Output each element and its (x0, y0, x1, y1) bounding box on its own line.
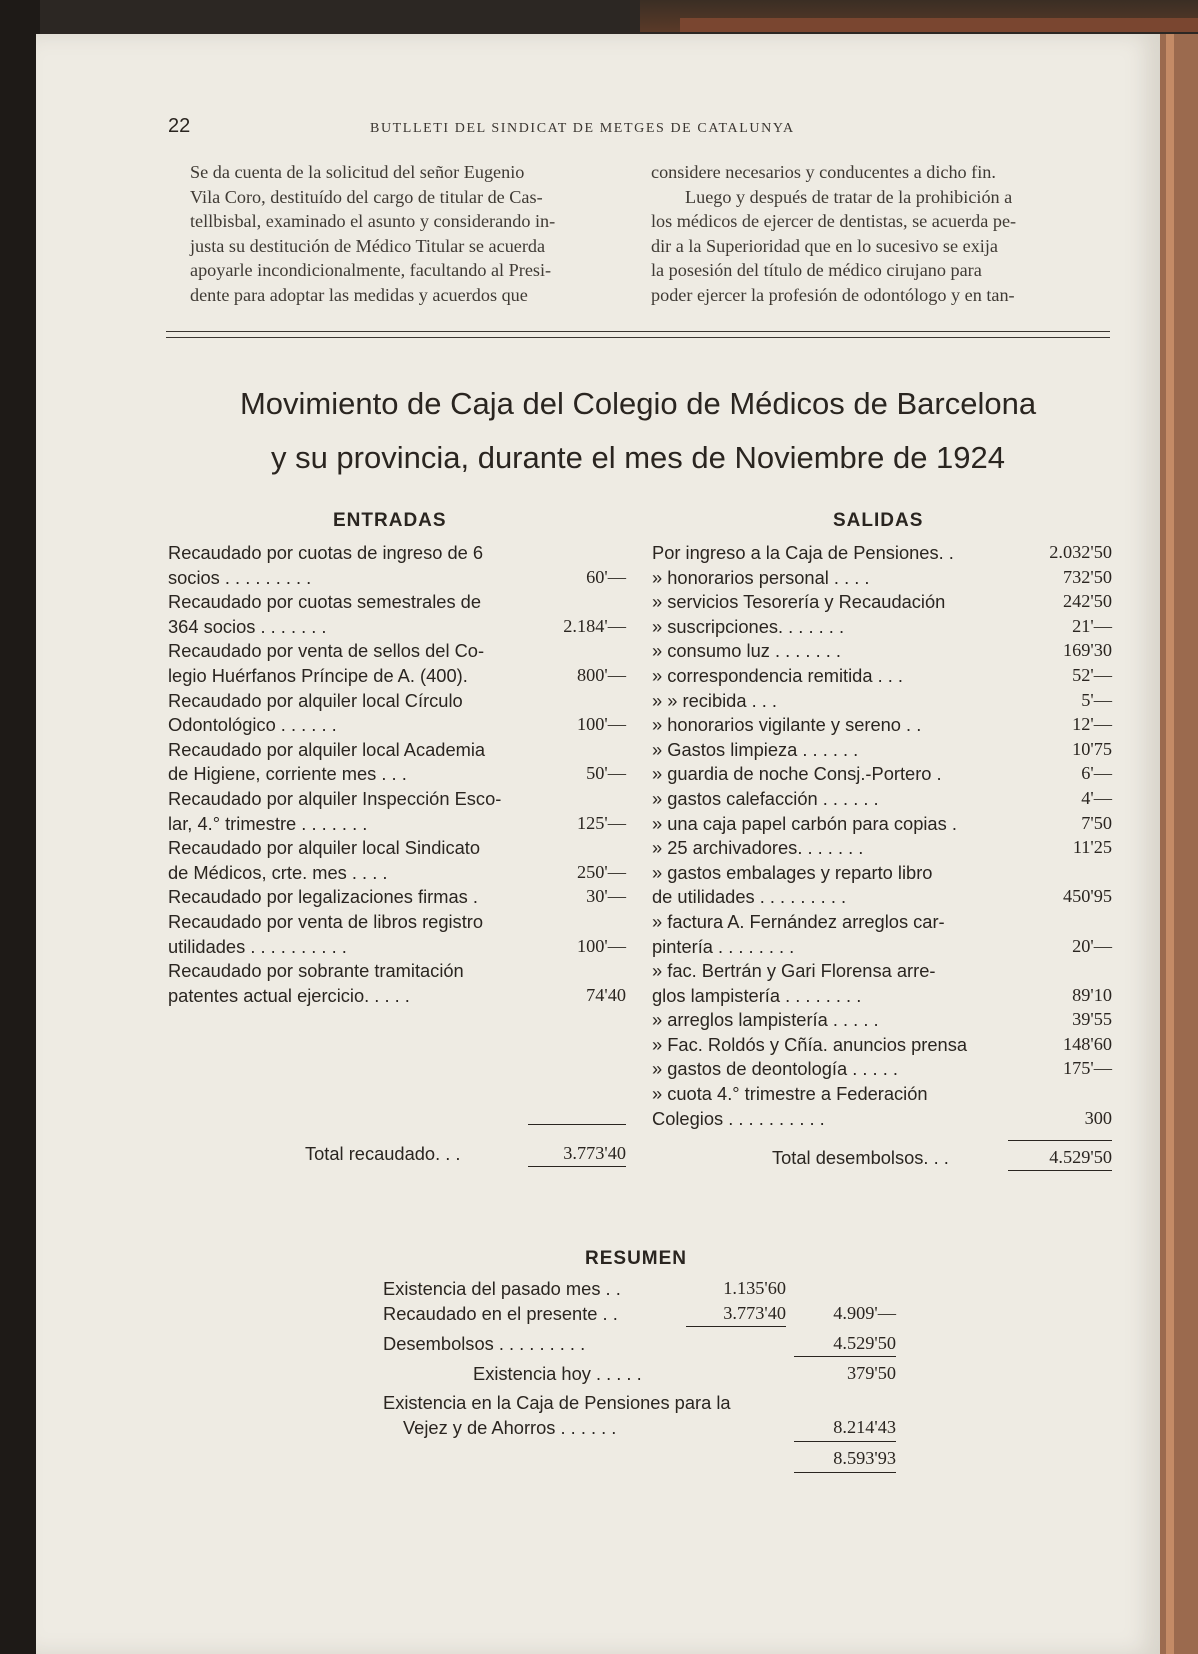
resumen-recaudado-amount: 3.773'40 (723, 1303, 786, 1323)
salidas-row (652, 1083, 1112, 1108)
salidas-row-label: » 25 archivadores. . . . . . . (652, 837, 864, 859)
entradas-row (168, 542, 626, 567)
text-line: dir a la Superioridad que en lo sucesivo se exija (651, 235, 998, 256)
entradas-row-label: lar, 4.° trimestre . . . . . . . (168, 812, 368, 834)
entradas-row-label: Recaudado por legalizaciones firmas . (168, 886, 478, 908)
salidas-row-amount: 242'50 (1063, 591, 1112, 612)
entradas-row (168, 640, 626, 665)
text-line: apoyarle incondicionalmente, facultando al Presi- (190, 260, 552, 281)
entradas-row-label: Recaudado por sobrante tramitación (168, 960, 464, 982)
entradas-row-label: de Higiene, corriente mes . . . (168, 763, 407, 785)
resumen-desembolsos-label: Desembolsos . . . . . . . . . (383, 1333, 586, 1354)
salidas-row (652, 1058, 1112, 1083)
text-line: justa su destitución de Médico Titular se acuerda (190, 235, 546, 256)
resumen-grand-total: 8.593'93 (833, 1448, 896, 1468)
salidas-row-amount: 148'60 (1063, 1033, 1112, 1054)
entradas-row (168, 985, 626, 1010)
salidas-row (652, 739, 1112, 764)
salidas-row-amount: 20'— (1072, 935, 1112, 956)
salidas-row-label: » gastos de deontología . . . . . (652, 1058, 898, 1080)
salidas-row (652, 1108, 1112, 1133)
resumen-suma-amount: 4.909'— (833, 1303, 896, 1323)
entradas-total-label: Total recaudado. . . (305, 1143, 461, 1164)
salidas-row-label: » Gastos limpieza . . . . . . (652, 738, 859, 760)
report-title-line-2: y su provincia, durante el mes de Noviembre de 1924 (270, 440, 1006, 475)
salidas-row (652, 591, 1112, 616)
entradas-row-label: Recaudado por venta de sellos del Co- (168, 640, 485, 662)
salidas-row-label: » » recibida . . . (652, 689, 777, 711)
section-rule-top (166, 331, 1110, 332)
salidas-row-label: Colegios . . . . . . . . . . (652, 1107, 825, 1129)
salidas-row-label: » suscripciones. . . . . . . (652, 615, 845, 637)
entradas-row-amount: 125'— (577, 812, 626, 833)
entradas-total-amount: 3.773'40 (563, 1143, 626, 1163)
entradas-row-amount: 100'— (577, 935, 626, 956)
entradas-row-amount: 800'— (577, 664, 626, 685)
resumen-subtotal-line (686, 1326, 786, 1327)
entradas-row (168, 591, 626, 616)
entradas-row-label: 364 socios . . . . . . . (168, 615, 327, 637)
salidas-row-label: » consumo luz . . . . . . . (652, 640, 841, 662)
entradas-row-amount: 50'— (586, 763, 626, 784)
salidas-row-amount: 169'30 (1063, 640, 1112, 661)
salidas-row-amount: 5'— (1081, 689, 1112, 710)
salidas-row (652, 690, 1112, 715)
salidas-row (652, 1009, 1112, 1034)
salidas-sum-line (1008, 1140, 1112, 1141)
entradas-row-label: Recaudado por alquiler local Sindicato (168, 837, 480, 859)
entradas-row (168, 763, 626, 788)
salidas-row-amount: 11'25 (1072, 837, 1112, 858)
entradas-row (168, 788, 626, 813)
entradas-row-label: legio Huérfanos Príncipe de A. (400). (168, 664, 468, 686)
entradas-row-amount: 100'— (577, 714, 626, 735)
entradas-row-label: Recaudado por alquiler local Academia (168, 738, 486, 760)
resumen-caja-label-line-1: Existencia en la Caja de Pensiones para la (383, 1392, 731, 1413)
entradas-row-amount: 30'— (586, 886, 626, 907)
salidas-row-amount: 175'— (1063, 1058, 1112, 1079)
salidas-total-label: Total desembolsos. . . (772, 1147, 949, 1168)
resumen-heading: RESUMEN (585, 1248, 688, 1269)
intro-paragraph-right (651, 160, 1111, 308)
salidas-row-label: » correspondencia remitida . . . (652, 664, 903, 686)
resumen-grand-total-underline (794, 1472, 896, 1473)
entradas-row-label: Recaudado por alquiler local Círculo (168, 689, 463, 711)
salidas-total-amount: 4.529'50 (1049, 1147, 1112, 1167)
salidas-row (652, 911, 1112, 936)
text-line: Luego y después de tratar de la prohibición a (685, 186, 1013, 207)
entradas-sum-line (528, 1124, 626, 1125)
entradas-row (168, 837, 626, 862)
entradas-row-label: utilidades . . . . . . . . . . (168, 935, 347, 957)
entradas-row (168, 911, 626, 936)
salidas-row-label: » servicios Tesorería y Recaudación (652, 591, 946, 613)
book-spine (0, 0, 40, 1654)
entradas-row (168, 616, 626, 641)
entradas-row-label: socios . . . . . . . . . (168, 566, 312, 588)
entradas-row (168, 813, 626, 838)
salidas-row (652, 763, 1112, 788)
entradas-row-label: Odontológico . . . . . . (168, 714, 337, 736)
section-rule-bottom (166, 337, 1110, 338)
entradas-row-label: Recaudado por cuotas de ingreso de 6 (168, 542, 484, 563)
text-line: Se da cuenta de la solicitud del señor Eugenio (190, 162, 525, 182)
salidas-list (652, 542, 1112, 1132)
entradas-row (168, 960, 626, 985)
entradas-heading: ENTRADAS (333, 510, 447, 531)
entradas-row (168, 665, 626, 690)
salidas-row-label: Por ingreso a la Caja de Pensiones. . (652, 542, 954, 563)
salidas-row-amount: 52'— (1072, 664, 1112, 685)
resumen-desembolsos-amount: 4.529'50 (833, 1333, 896, 1353)
salidas-row-amount: 6'— (1081, 763, 1112, 784)
salidas-row-label: de utilidades . . . . . . . . . (652, 886, 847, 908)
salidas-row-label: » arreglos lampistería . . . . . (652, 1009, 879, 1031)
entradas-total-underline (528, 1166, 626, 1167)
entradas-row-label: Recaudado por venta de libros registro (168, 910, 484, 932)
salidas-total-underline (1008, 1170, 1112, 1171)
text-line: la posesión del título de médico cirujano para (651, 260, 982, 281)
salidas-row-label: » honorarios personal . . . . (652, 566, 870, 588)
salidas-heading: SALIDAS (833, 510, 924, 531)
report-title-line-1: Movimiento de Caja del Colegio de Médicos de Barcelona (239, 386, 1037, 421)
salidas-row-label: » gastos embalages y reparto libro (652, 861, 933, 883)
resumen-existencia-pasado-amount: 1.135'60 (723, 1278, 786, 1298)
salidas-row-amount: 10'75 (1072, 738, 1112, 759)
salidas-row (652, 837, 1112, 862)
salidas-row-label: » fac. Bertrán y Gari Florensa arre- (652, 960, 936, 982)
entradas-row (168, 690, 626, 715)
salidas-row (652, 936, 1112, 961)
resumen-grand-total-line (794, 1441, 896, 1442)
entradas-row (168, 714, 626, 739)
salidas-row-label: » Fac. Roldós y Cñía. anuncios prensa (652, 1033, 968, 1055)
salidas-row (652, 665, 1112, 690)
salidas-row (652, 960, 1112, 985)
salidas-row-amount: 450'95 (1063, 886, 1112, 907)
salidas-row (652, 985, 1112, 1010)
entradas-row-amount: 2.184'— (563, 615, 626, 636)
book-cover-edge-highlight (1166, 34, 1174, 1654)
salidas-row (652, 1034, 1112, 1059)
resumen-existencia-hoy-label: Existencia hoy . . . . . (473, 1363, 642, 1384)
salidas-row-amount: 2.032'50 (1049, 542, 1112, 562)
resumen-difference-line (794, 1356, 896, 1357)
entradas-row-amount: 60'— (586, 566, 626, 587)
text-line: dente para adoptar las medidas y acuerdos que (190, 284, 528, 305)
salidas-row (652, 862, 1112, 887)
resumen-recaudado-label: Recaudado en el presente . . (383, 1303, 618, 1324)
salidas-row (652, 616, 1112, 641)
salidas-row-amount: 39'55 (1072, 1009, 1112, 1030)
salidas-row-label: » guardia de noche Consj.-Portero . (652, 763, 942, 785)
salidas-row (652, 542, 1112, 567)
book-cover-binding (680, 18, 1198, 32)
entradas-row-label: Recaudado por cuotas semestrales de (168, 591, 481, 613)
salidas-row-amount: 89'10 (1072, 984, 1112, 1005)
resumen-existencia-hoy-amount: 379'50 (847, 1363, 896, 1383)
entradas-row-amount: 74'40 (586, 984, 626, 1005)
entradas-row-label: patentes actual ejercicio. . . . . (168, 984, 410, 1006)
salidas-row (652, 813, 1112, 838)
salidas-row-label: » cuota 4.° trimestre a Federación (652, 1083, 928, 1105)
salidas-row-amount: 732'50 (1063, 566, 1112, 587)
salidas-row (652, 788, 1112, 813)
salidas-row-amount: 7'50 (1081, 812, 1112, 833)
running-header: BUTLLETI DEL SINDICAT DE METGES DE CATALUNYA (370, 121, 795, 136)
resumen-caja-amount: 8.214'43 (833, 1417, 896, 1437)
salidas-row (652, 567, 1112, 592)
salidas-row-label: pintería . . . . . . . . (652, 935, 795, 957)
salidas-row-amount: 12'— (1072, 714, 1112, 735)
page-number: 22 (168, 115, 191, 137)
entradas-row (168, 862, 626, 887)
salidas-row-amount: 21'— (1072, 615, 1112, 636)
entradas-row-label: de Médicos, crte. mes . . . . (168, 861, 388, 883)
salidas-row-label: » gastos calefacción . . . . . . (652, 787, 879, 809)
resumen-existencia-pasado-label: Existencia del pasado mes . . (383, 1278, 621, 1299)
resumen-caja-label-line-2: Vejez y de Ahorros . . . . . . (403, 1417, 617, 1438)
entradas-row-label: Recaudado por alquiler Inspección Esco- (168, 787, 502, 809)
salidas-row-label: » factura A. Fernández arreglos car- (652, 910, 945, 932)
text-line: Vila Coro, destituído del cargo de titular de Cas- (190, 186, 543, 207)
entradas-row (168, 886, 626, 911)
salidas-row-label: glos lampistería . . . . . . . . (652, 984, 862, 1006)
entradas-list (168, 542, 626, 1009)
salidas-row (652, 640, 1112, 665)
text-line: considere necesarios y conducentes a dicho fin. (651, 162, 996, 182)
entradas-row-amount: 250'— (577, 861, 626, 882)
text-line: tellbisbal, examinado el asunto y considerando in- (190, 211, 556, 232)
salidas-row (652, 886, 1112, 911)
text-line: poder ejercer la profesión de odontólogo y en tan- (651, 284, 1015, 305)
salidas-row (652, 714, 1112, 739)
salidas-row-label: » una caja papel carbón para copias . (652, 812, 957, 834)
intro-paragraph-left (190, 160, 620, 308)
text-line: los médicos de ejercer de dentistas, se acuerda pe- (651, 211, 1017, 232)
salidas-row-amount: 300 (1084, 1107, 1112, 1128)
salidas-row-amount: 4'— (1081, 787, 1112, 808)
entradas-row (168, 739, 626, 764)
entradas-row (168, 936, 626, 961)
entradas-row (168, 567, 626, 592)
salidas-row-label: » honorarios vigilante y sereno . . (652, 714, 922, 736)
